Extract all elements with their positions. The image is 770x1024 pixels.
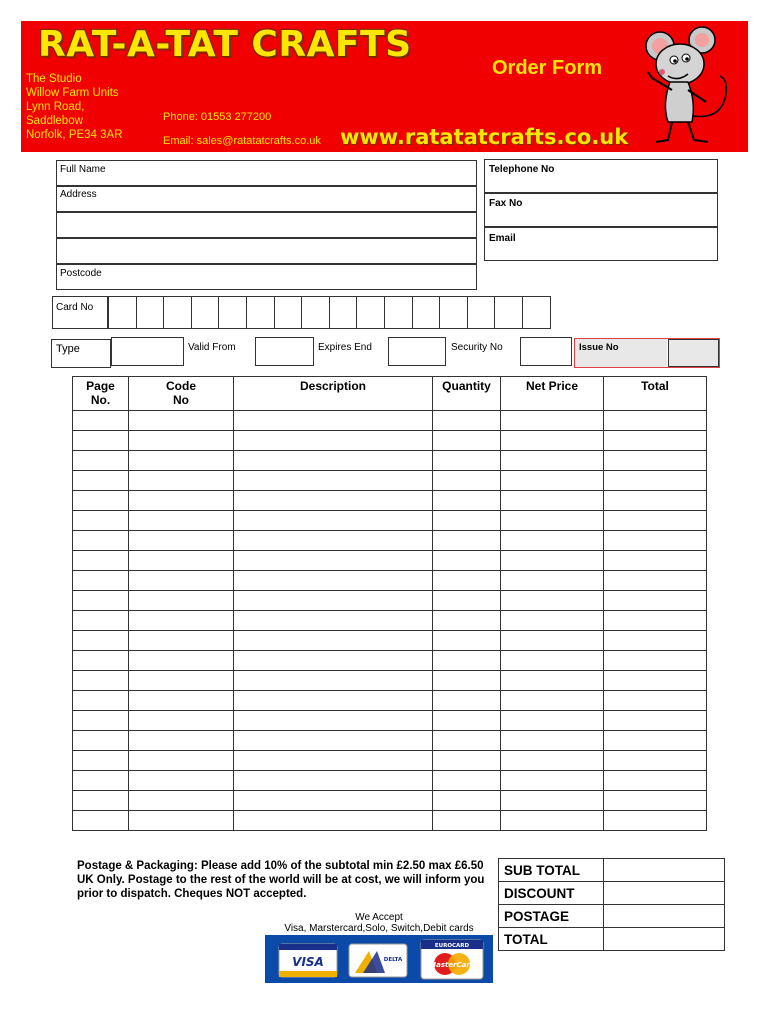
- card-number-digit-box[interactable]: [246, 296, 275, 329]
- table-cell[interactable]: [433, 531, 501, 551]
- table-cell[interactable]: [234, 711, 433, 731]
- table-cell[interactable]: [129, 691, 234, 711]
- table-cell[interactable]: [604, 791, 707, 811]
- card-number-digit-box[interactable]: [301, 296, 330, 329]
- table-cell[interactable]: [234, 751, 433, 771]
- table-row: [73, 471, 707, 491]
- table-cell[interactable]: [73, 711, 129, 731]
- totals-row: [499, 859, 725, 882]
- mouse-mascot-icon: [622, 24, 742, 149]
- table-cell[interactable]: [433, 811, 501, 831]
- table-cell[interactable]: [129, 551, 234, 571]
- table-cell[interactable]: [73, 491, 129, 511]
- subtotal-label: SUB TOTAL: [499, 859, 604, 882]
- table-cell[interactable]: [604, 451, 707, 471]
- table-row: [73, 611, 707, 631]
- table-cell[interactable]: [73, 571, 129, 591]
- company-phone: Phone: 01553 277200: [163, 111, 272, 123]
- table-cell[interactable]: [501, 491, 604, 511]
- table-cell[interactable]: [73, 511, 129, 531]
- table-cell[interactable]: [433, 791, 501, 811]
- visa-logo-text: VISA: [292, 955, 324, 969]
- table-cell[interactable]: [501, 591, 604, 611]
- table-cell[interactable]: [234, 491, 433, 511]
- mastercard-logo-icon: [421, 940, 483, 979]
- fax-label: Fax No: [489, 198, 523, 209]
- table-cell[interactable]: [501, 771, 604, 791]
- column-header-text: Code: [166, 379, 196, 393]
- address-line: Norfolk, PE34 3AR: [26, 129, 123, 141]
- table-cell[interactable]: [234, 451, 433, 471]
- table-cell[interactable]: [433, 431, 501, 451]
- table-cell[interactable]: [129, 511, 234, 531]
- full-name-label: Full Name: [60, 164, 106, 175]
- table-cell[interactable]: [73, 811, 129, 831]
- company-website[interactable]: www.ratatatcrafts.co.uk: [340, 125, 629, 149]
- issue-no-field[interactable]: [668, 339, 719, 367]
- address-field-3[interactable]: [56, 238, 477, 264]
- card-number-digit-box[interactable]: [329, 296, 358, 329]
- table-cell[interactable]: [73, 651, 129, 671]
- column-header-total: [604, 377, 707, 411]
- table-cell[interactable]: [433, 551, 501, 571]
- table-cell[interactable]: [73, 471, 129, 491]
- delta-logo-icon: [349, 944, 407, 977]
- table-row: [73, 651, 707, 671]
- table-cell[interactable]: [129, 731, 234, 751]
- card-type-field[interactable]: [111, 337, 184, 366]
- card-number-digit-box[interactable]: [439, 296, 468, 329]
- totals-row: [499, 882, 725, 905]
- table-cell[interactable]: [604, 731, 707, 751]
- card-number-digit-box[interactable]: [191, 296, 220, 329]
- discount-label: DISCOUNT: [499, 882, 604, 905]
- table-cell[interactable]: [234, 771, 433, 791]
- table-cell[interactable]: [501, 511, 604, 531]
- card-logos-graphic: [265, 935, 493, 983]
- postage-field[interactable]: [604, 905, 725, 928]
- card-number-digit-box[interactable]: [163, 296, 192, 329]
- table-cell[interactable]: [129, 651, 234, 671]
- company-email: Email: sales@ratatatcrafts.co.uk: [163, 135, 321, 147]
- table-cell[interactable]: [501, 731, 604, 751]
- company-address: [26, 72, 123, 142]
- table-cell[interactable]: [501, 751, 604, 771]
- column-header-text: Quantity: [442, 379, 491, 393]
- totals-row: [499, 905, 725, 928]
- security-no-label: Security No: [451, 342, 503, 353]
- postcode-field[interactable]: [56, 264, 477, 290]
- total-field[interactable]: [604, 928, 725, 951]
- table-cell[interactable]: [129, 491, 234, 511]
- table-cell[interactable]: [433, 771, 501, 791]
- table-cell[interactable]: [604, 591, 707, 611]
- card-number-digit-box[interactable]: [467, 296, 496, 329]
- table-cell[interactable]: [129, 711, 234, 731]
- column-header-page-no: [73, 377, 129, 411]
- discount-field[interactable]: [604, 882, 725, 905]
- table-cell[interactable]: [234, 571, 433, 591]
- table-cell[interactable]: [433, 651, 501, 671]
- table-cell[interactable]: [604, 691, 707, 711]
- card-number-digit-box[interactable]: [494, 296, 523, 329]
- table-row: [73, 711, 707, 731]
- postage-label: POSTAGE: [499, 905, 604, 928]
- table-cell[interactable]: [234, 791, 433, 811]
- email-label: Email: [489, 233, 516, 244]
- table-cell[interactable]: [129, 811, 234, 831]
- column-header-text: Page: [86, 379, 115, 393]
- table-cell[interactable]: [129, 771, 234, 791]
- table-cell[interactable]: [433, 571, 501, 591]
- order-items-table: [72, 376, 707, 831]
- table-cell[interactable]: [234, 411, 433, 431]
- column-header-text: No: [173, 393, 189, 407]
- table-cell[interactable]: [501, 811, 604, 831]
- expires-end-label: Expires End: [318, 342, 372, 353]
- telephone-label: Telephone No: [489, 164, 555, 175]
- column-header-quantity: [433, 377, 501, 411]
- table-cell[interactable]: [501, 431, 604, 451]
- card-logos-strip: [265, 935, 493, 983]
- table-cell[interactable]: [234, 511, 433, 531]
- column-header-net-price: [501, 377, 604, 411]
- table-row: [73, 671, 707, 691]
- table-cell[interactable]: [129, 671, 234, 691]
- table-cell[interactable]: [234, 631, 433, 651]
- table-cell[interactable]: [234, 531, 433, 551]
- table-cell[interactable]: [129, 571, 234, 591]
- table-cell[interactable]: [604, 571, 707, 591]
- table-row: [73, 431, 707, 451]
- table-cell[interactable]: [129, 751, 234, 771]
- table-cell[interactable]: [234, 691, 433, 711]
- postage-note: Postage & Packaging: Please add 10% of the subtotal min £2.50 max £6.50 UK Only. Postage to the rest of the world will be at cost, we will inform you prior to dispatch. Cheques NOT accepted.: [77, 860, 485, 900]
- table-cell[interactable]: [73, 691, 129, 711]
- table-cell[interactable]: [433, 711, 501, 731]
- email-field[interactable]: [484, 227, 718, 261]
- address-label: Address: [60, 189, 97, 200]
- accepted-cards-text: Visa, Marstercard,Solo, Switch,Debit cards: [284, 923, 474, 934]
- table-cell[interactable]: [501, 711, 604, 731]
- table-cell[interactable]: [501, 531, 604, 551]
- table-cell[interactable]: [73, 611, 129, 631]
- column-header-description: [234, 377, 433, 411]
- table-cell[interactable]: [433, 751, 501, 771]
- address-field-1[interactable]: [56, 186, 477, 212]
- card-number-digit-box[interactable]: [136, 296, 165, 329]
- table-cell[interactable]: [73, 591, 129, 611]
- table-cell[interactable]: [433, 611, 501, 631]
- full-name-field[interactable]: [56, 160, 477, 186]
- delta-logo-text: DELTA: [383, 957, 403, 963]
- table-cell[interactable]: [604, 611, 707, 631]
- table-cell[interactable]: [129, 611, 234, 631]
- table-row: [73, 631, 707, 651]
- table-cell[interactable]: [129, 531, 234, 551]
- postcode-label: Postcode: [60, 268, 102, 279]
- table-row: [73, 451, 707, 471]
- table-cell[interactable]: [604, 771, 707, 791]
- address-line: Lynn Road,: [26, 101, 85, 113]
- table-cell[interactable]: [604, 491, 707, 511]
- table-cell[interactable]: [73, 631, 129, 651]
- table-cell[interactable]: [501, 651, 604, 671]
- table-row: [73, 551, 707, 571]
- table-cell[interactable]: [604, 411, 707, 431]
- table-cell[interactable]: [129, 431, 234, 451]
- table-cell[interactable]: [129, 631, 234, 651]
- table-cell[interactable]: [433, 631, 501, 651]
- totals-row: [499, 928, 725, 951]
- card-number-digit-box[interactable]: [274, 296, 303, 329]
- table-cell[interactable]: [234, 731, 433, 751]
- table-cell[interactable]: [73, 531, 129, 551]
- table-cell[interactable]: [501, 451, 604, 471]
- table-cell[interactable]: [604, 431, 707, 451]
- table-cell[interactable]: [433, 691, 501, 711]
- table-row: [73, 811, 707, 831]
- card-number-digit-box[interactable]: [384, 296, 413, 329]
- table-cell[interactable]: [501, 691, 604, 711]
- card-no-label: Card No: [56, 302, 94, 313]
- form-title: Order Form: [492, 57, 603, 79]
- table-cell[interactable]: [433, 591, 501, 611]
- table-cell[interactable]: [129, 591, 234, 611]
- table-cell[interactable]: [234, 591, 433, 611]
- table-cell[interactable]: [73, 791, 129, 811]
- table-cell[interactable]: [433, 411, 501, 431]
- table-cell[interactable]: [129, 411, 234, 431]
- table-cell[interactable]: [604, 751, 707, 771]
- table-cell[interactable]: [73, 771, 129, 791]
- column-header-text: Net Price: [525, 379, 579, 393]
- table-cell[interactable]: [501, 551, 604, 571]
- table-cell[interactable]: [234, 811, 433, 831]
- column-header-text: No.: [90, 393, 111, 407]
- brand-logo: RAT-A-TAT CRAFTS: [38, 24, 412, 65]
- table-cell[interactable]: [604, 811, 707, 831]
- table-header-row: [73, 377, 707, 411]
- table-cell[interactable]: [604, 631, 707, 651]
- subtotal-field[interactable]: [604, 859, 725, 882]
- table-cell[interactable]: [604, 651, 707, 671]
- table-cell[interactable]: [73, 551, 129, 571]
- table-cell[interactable]: [604, 671, 707, 691]
- table-cell[interactable]: [433, 511, 501, 531]
- eurocard-logo-text: EUROCARD: [434, 943, 470, 949]
- valid-from-field[interactable]: [255, 337, 314, 366]
- payment-methods-note: [265, 912, 493, 934]
- visa-logo-icon: [279, 944, 337, 977]
- address-line: The Studio: [26, 73, 82, 85]
- table-cell[interactable]: [501, 571, 604, 591]
- address-line: Saddlebow: [26, 115, 83, 127]
- table-row: [73, 511, 707, 531]
- card-number-digit-box[interactable]: [218, 296, 247, 329]
- table-row: [73, 591, 707, 611]
- table-cell[interactable]: [501, 471, 604, 491]
- column-header-text: Description: [299, 379, 366, 393]
- table-row: [73, 571, 707, 591]
- table-cell[interactable]: [234, 551, 433, 571]
- expires-end-field[interactable]: [388, 337, 446, 366]
- table-cell[interactable]: [604, 511, 707, 531]
- table-cell[interactable]: [129, 451, 234, 471]
- table-row: [73, 771, 707, 791]
- valid-from-label: Valid From: [188, 342, 236, 353]
- table-cell[interactable]: [73, 751, 129, 771]
- issue-no-label: Issue No: [579, 342, 619, 353]
- we-accept-heading: We Accept: [355, 912, 403, 923]
- table-cell[interactable]: [604, 551, 707, 571]
- table-cell[interactable]: [234, 431, 433, 451]
- column-header-code-no: [129, 377, 234, 411]
- address-field-2[interactable]: [56, 212, 477, 238]
- table-row: [73, 751, 707, 771]
- table-cell[interactable]: [433, 471, 501, 491]
- table-cell[interactable]: [501, 791, 604, 811]
- table-cell[interactable]: [433, 451, 501, 471]
- table-cell[interactable]: [501, 631, 604, 651]
- table-cell[interactable]: [604, 471, 707, 491]
- table-cell[interactable]: [73, 411, 129, 431]
- column-header-text: Total: [641, 379, 669, 393]
- security-no-field[interactable]: [520, 337, 572, 366]
- table-cell[interactable]: [234, 671, 433, 691]
- table-row: [73, 731, 707, 751]
- table-cell[interactable]: [604, 711, 707, 731]
- table-row: [73, 491, 707, 511]
- table-row: [73, 531, 707, 551]
- table-cell[interactable]: [234, 611, 433, 631]
- table-cell[interactable]: [73, 671, 129, 691]
- card-number-digit-box[interactable]: [108, 296, 137, 329]
- table-cell[interactable]: [73, 431, 129, 451]
- address-line: Willow Farm Units: [26, 87, 119, 99]
- table-cell[interactable]: [234, 651, 433, 671]
- table-body: [73, 411, 707, 831]
- table-cell[interactable]: [433, 731, 501, 751]
- mastercard-logo-text: MasterCard: [429, 961, 475, 969]
- total-label: TOTAL: [499, 928, 604, 951]
- table-cell[interactable]: [234, 471, 433, 491]
- table-row: [73, 691, 707, 711]
- table-cell[interactable]: [501, 611, 604, 631]
- table-cell[interactable]: [129, 791, 234, 811]
- table-cell[interactable]: [73, 731, 129, 751]
- table-cell[interactable]: [433, 491, 501, 511]
- card-type-label: Type: [56, 343, 80, 355]
- card-number-digit-box[interactable]: [412, 296, 441, 329]
- table-cell[interactable]: [501, 671, 604, 691]
- table-cell[interactable]: [604, 531, 707, 551]
- table-cell[interactable]: [129, 471, 234, 491]
- table-cell[interactable]: [433, 671, 501, 691]
- table-row: [73, 411, 707, 431]
- card-number-digit-box[interactable]: [522, 296, 551, 329]
- totals-table: [498, 858, 725, 951]
- table-cell[interactable]: [501, 411, 604, 431]
- table-cell[interactable]: [73, 451, 129, 471]
- table-row: [73, 791, 707, 811]
- card-number-digit-box[interactable]: [356, 296, 385, 329]
